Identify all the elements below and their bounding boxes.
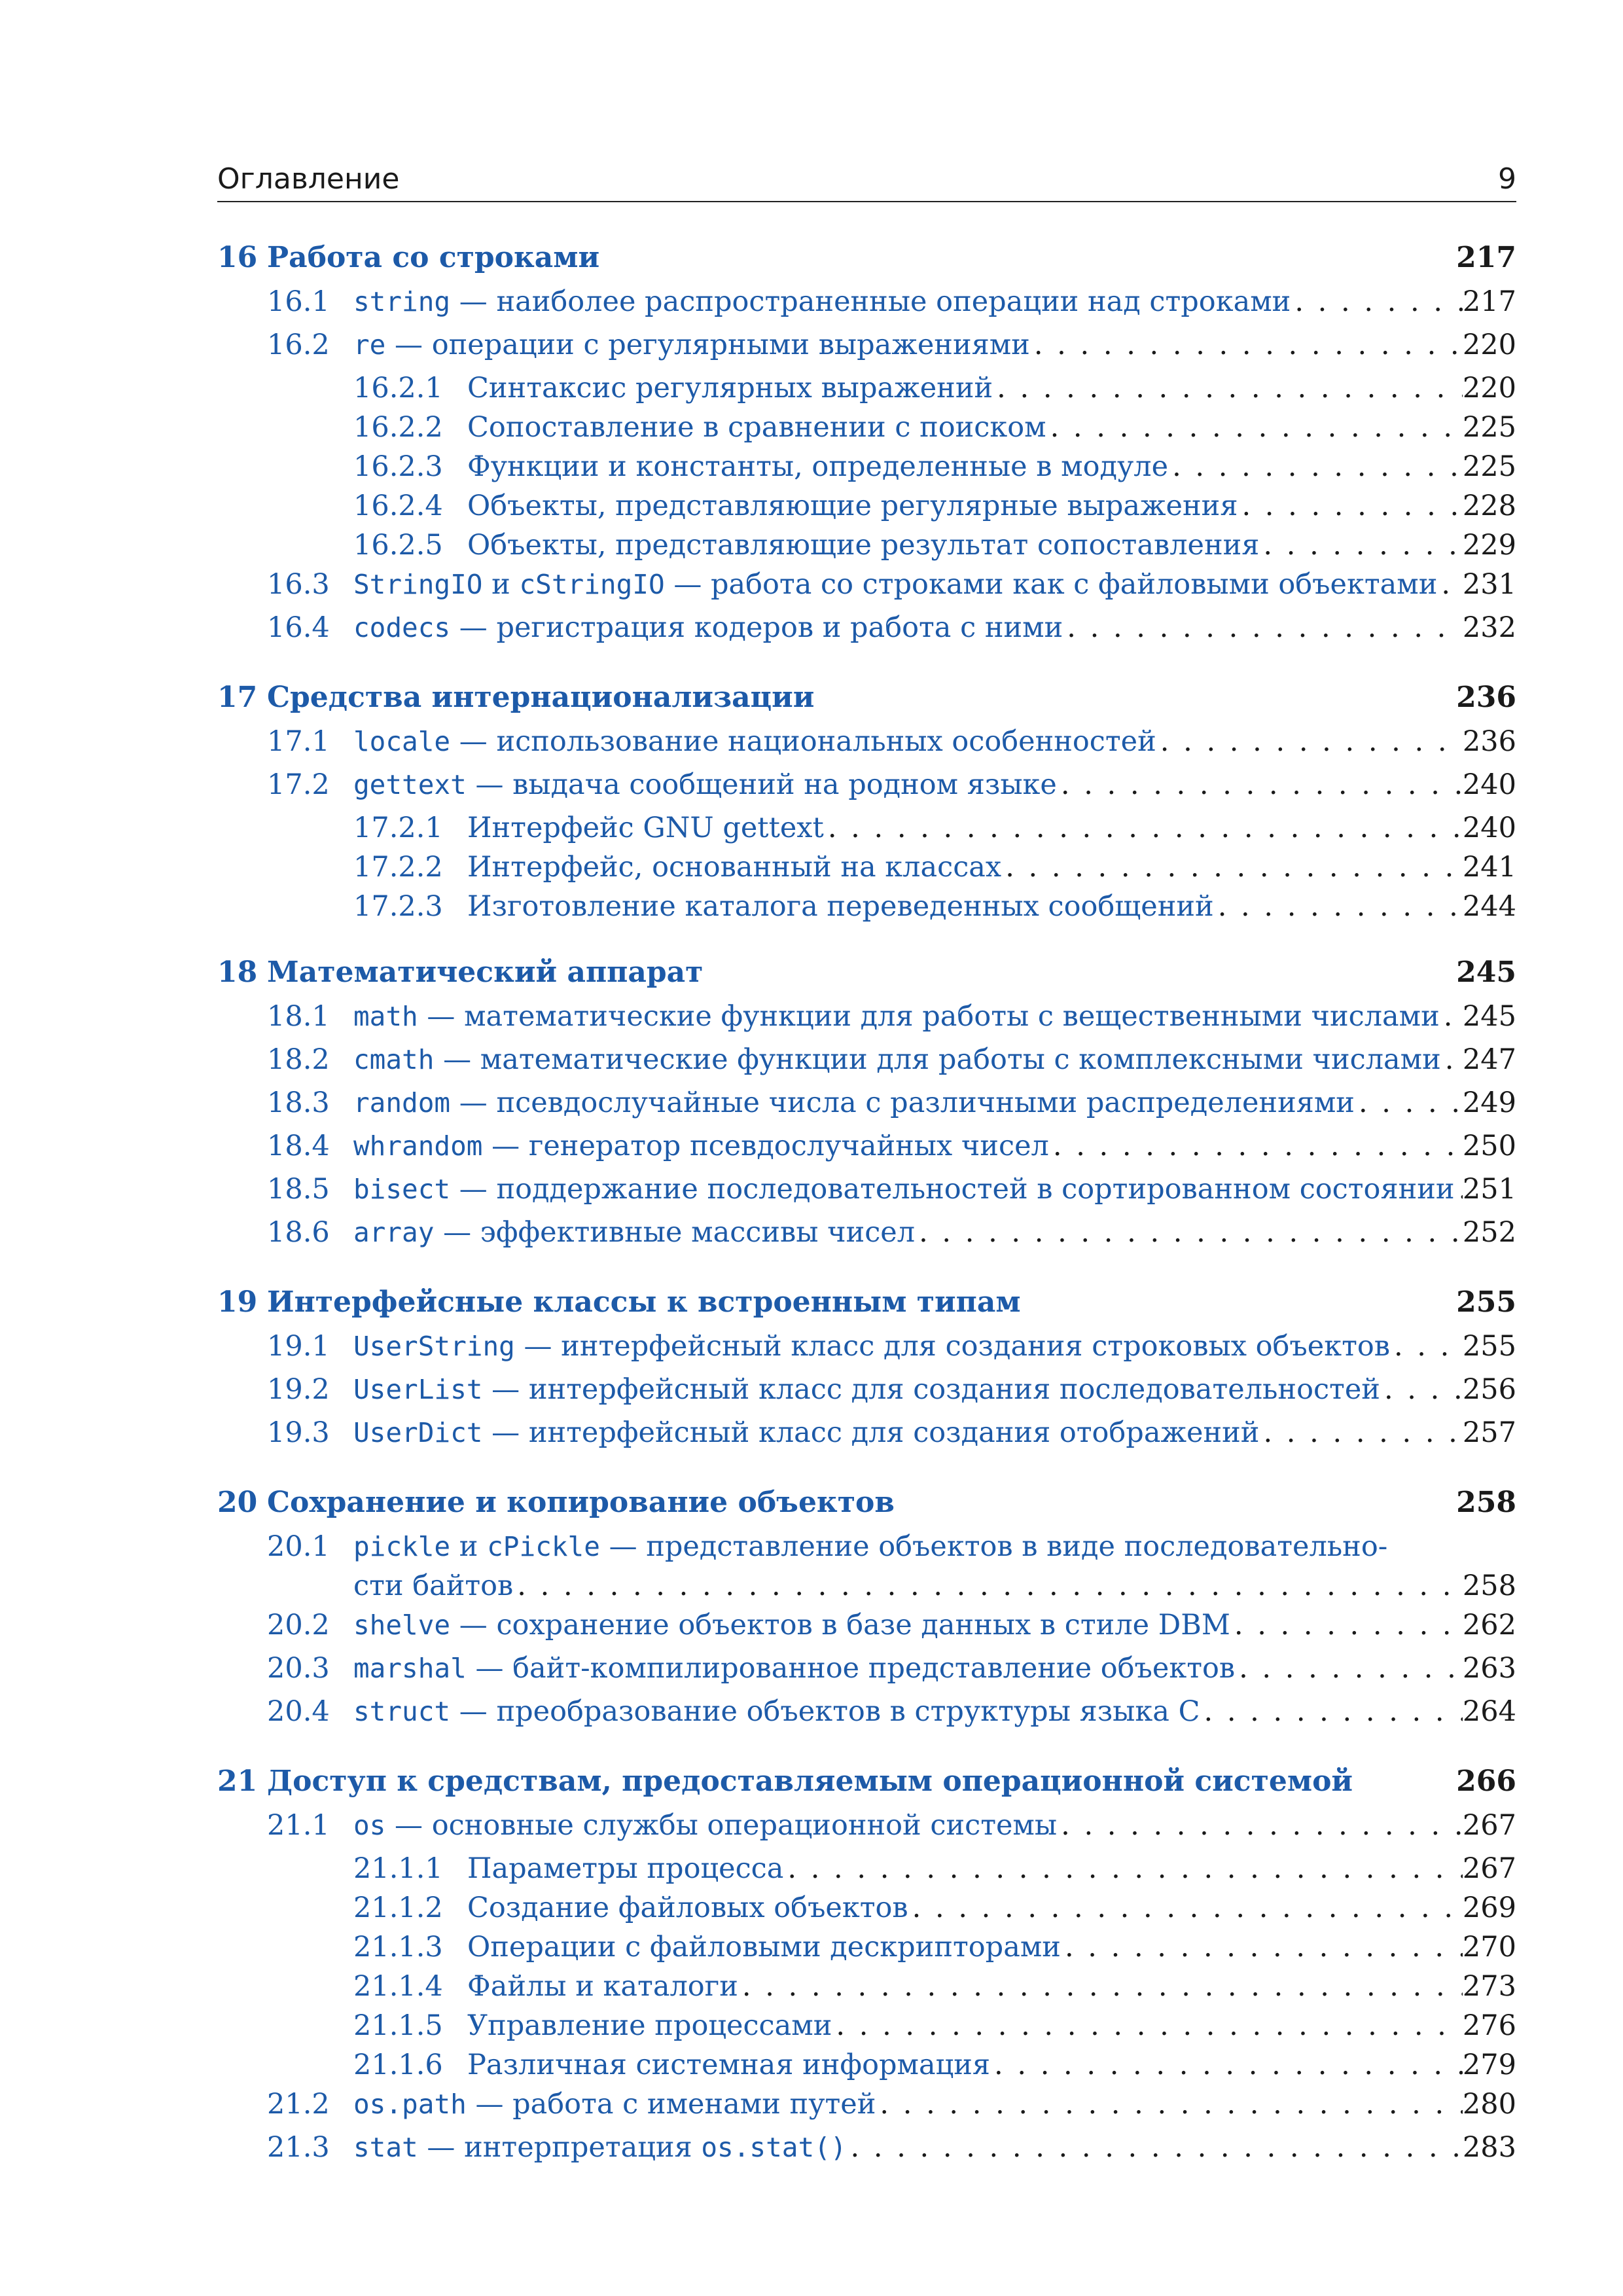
entry-title: Функции и константы, определенные в модуле [467, 450, 1169, 483]
entry-number: 16.2.5 [353, 529, 443, 562]
entry-title: stat — интерпретация os.stat() [353, 2131, 847, 2164]
dot-leader [908, 1892, 1463, 1924]
module-name: shelve [353, 1609, 451, 1641]
module-name: UserDict [353, 1417, 483, 1448]
toc-subsection-entry[interactable] [217, 890, 1516, 929]
entry-number: 18.2 [267, 1043, 330, 1076]
toc-section-entry[interactable] [217, 1086, 1516, 1130]
entry-page-number: 262 [1462, 1609, 1516, 1641]
entry-title: locale — использование национальных особенностей [353, 725, 1156, 758]
entry-title: Параметры процесса [467, 1852, 784, 1885]
entry-page-number: 280 [1462, 2088, 1516, 2121]
toc-section-entry[interactable] [217, 1530, 1516, 1570]
entry-title: re — операции с регулярными выражениями [353, 329, 1030, 361]
module-name: bisect [353, 1174, 451, 1205]
entry-number: 20.4 [267, 1695, 330, 1728]
toc-subsection-entry[interactable] [217, 851, 1516, 890]
entry-page-number: 245 [1462, 1000, 1516, 1033]
entry-number: 18.3 [267, 1086, 330, 1119]
chapter-number: 20 [217, 1486, 258, 1519]
entry-number: 21.1 [267, 1809, 330, 1842]
entry-page-number: 270 [1462, 1931, 1516, 1964]
toc-subsection-entry[interactable] [217, 372, 1516, 411]
toc-section-entry[interactable] [217, 725, 1516, 768]
entry-page-number: 263 [1462, 1652, 1516, 1685]
chapter-title: Математический аппарат [267, 956, 704, 989]
toc-section-entry[interactable] [217, 1000, 1516, 1043]
module-name: pickle [353, 1531, 451, 1562]
dot-leader [876, 2088, 1463, 2121]
entry-page-number: 250 [1462, 1130, 1516, 1162]
chapter-number: 17 [217, 681, 258, 714]
running-header [217, 162, 1516, 202]
entry-number: 18.6 [267, 1216, 330, 1249]
dot-leader [1259, 529, 1463, 562]
toc-subsection-entry[interactable] [217, 411, 1516, 450]
toc-subsection-entry[interactable] [217, 1892, 1516, 1931]
dot-leader [1230, 1609, 1463, 1641]
entry-title: сти байтов [353, 1570, 514, 1602]
entry-page-number: 257 [1462, 1416, 1516, 1449]
toc-section-entry[interactable] [217, 1416, 1516, 1460]
toc-section-entry[interactable] [217, 1373, 1516, 1416]
toc-section-entry[interactable] [217, 329, 1516, 372]
entry-title: UserDict — интерфейсный класс для создания отображений [353, 1416, 1260, 1449]
entry-number: 20.3 [267, 1652, 330, 1685]
module-name: stat [353, 2132, 418, 2163]
toc-section-entry[interactable] [217, 1216, 1516, 1259]
entry-title: StringIO и cStringIO — работа со строками как с файловыми объектами [353, 568, 1438, 601]
chapter-number: 16 [217, 241, 258, 274]
toc-section-entry[interactable] [217, 2088, 1516, 2131]
toc-subsection-entry[interactable] [217, 1852, 1516, 1892]
entry-page-number: 269 [1462, 1892, 1516, 1924]
dot-leader [1049, 1130, 1463, 1162]
dot-leader [1390, 1330, 1463, 1363]
chapter-page-number: 245 [1456, 956, 1516, 989]
header-title: Оглавление [217, 162, 400, 196]
entry-page-number: 232 [1462, 611, 1516, 644]
chapter-page-number: 236 [1456, 681, 1516, 714]
dot-leader [1057, 1809, 1463, 1842]
dot-leader [915, 1216, 1463, 1249]
entry-page-number: 225 [1462, 411, 1516, 444]
toc-section-entry[interactable] [217, 1809, 1516, 1852]
toc-subsection-entry[interactable] [217, 490, 1516, 529]
module-name: math [353, 1001, 418, 1032]
dot-leader [513, 1570, 1463, 1602]
toc-chapter [217, 681, 1516, 929]
toc-subsection-entry[interactable] [217, 2009, 1516, 2049]
dot-leader [1238, 490, 1462, 522]
dot-leader [1437, 568, 1463, 601]
dot-leader [1259, 1416, 1462, 1449]
entry-number: 21.1.5 [353, 2009, 443, 2042]
entry-page-number: 228 [1462, 490, 1516, 522]
entry-number: 16.2.4 [353, 490, 443, 522]
entry-title: marshal — байт-компилированное представление объектов [353, 1652, 1236, 1685]
entry-number: 21.1.1 [353, 1852, 443, 1885]
module-name: random [353, 1087, 451, 1119]
entry-title: bisect — поддержание последовательностей в сортированном состоянии [353, 1173, 1455, 1206]
entry-number: 17.2.2 [353, 851, 443, 884]
module-name: array [353, 1217, 435, 1248]
toc-section-entry[interactable] [217, 285, 1516, 329]
module-name: cPickle [487, 1531, 600, 1562]
module-name: string [353, 286, 451, 317]
entry-title: random — псевдослучайные числа с различными распределениями [353, 1086, 1355, 1119]
dot-leader [1441, 1043, 1463, 1076]
entry-title: Изготовление каталога переведенных сообщений [467, 890, 1214, 923]
module-name: UserList [353, 1374, 483, 1405]
entry-page-number: 220 [1462, 329, 1516, 361]
dot-leader [1063, 611, 1463, 644]
entry-number: 20.1 [267, 1530, 330, 1563]
toc-section-entry[interactable] [217, 1652, 1516, 1695]
entry-page-number: 240 [1462, 768, 1516, 801]
toc-subsection-entry[interactable] [217, 2049, 1516, 2088]
dot-leader [1046, 411, 1463, 444]
toc-subsection-entry[interactable] [217, 450, 1516, 490]
dot-leader [993, 372, 1463, 404]
toc-subsection-entry[interactable] [217, 529, 1516, 568]
entry-page-number: 283 [1462, 2131, 1516, 2164]
entry-number: 17.2.3 [353, 890, 443, 923]
module-name: locale [353, 726, 451, 757]
entry-number: 16.2.1 [353, 372, 443, 404]
entry-title: whrandom — генератор псевдослучайных чисел [353, 1130, 1049, 1162]
entry-number: 21.1.6 [353, 2049, 443, 2081]
module-name: whrandom [353, 1130, 483, 1162]
toc-section-entry[interactable] [217, 1570, 1516, 1609]
chapter-page-number: 266 [1456, 1765, 1516, 1798]
toc-section-entry[interactable] [217, 1695, 1516, 1738]
chapter-number: 21 [217, 1765, 258, 1798]
chapter-heading[interactable] [217, 681, 1516, 725]
entry-number: 19.3 [267, 1416, 330, 1449]
module-name: marshal [353, 1653, 467, 1684]
entry-page-number: 236 [1462, 725, 1516, 758]
module-name: struct [353, 1696, 451, 1727]
entry-number: 17.2.1 [353, 812, 443, 844]
entry-number: 17.1 [267, 725, 330, 758]
toc-section-entry[interactable] [217, 1330, 1516, 1373]
entry-page-number: 231 [1462, 568, 1516, 601]
dot-leader [1291, 285, 1463, 318]
entry-page-number: 267 [1462, 1809, 1516, 1842]
toc-section-entry[interactable] [217, 1130, 1516, 1173]
toc-section-entry[interactable] [217, 1173, 1516, 1216]
dot-leader [738, 1970, 1463, 2003]
entry-title: struct — преобразование объектов в структуры языка C [353, 1695, 1200, 1728]
entry-page-number: 279 [1462, 2049, 1516, 2081]
dot-leader [1057, 768, 1463, 801]
dot-leader [1200, 1695, 1463, 1728]
entry-number: 21.2 [267, 2088, 330, 2121]
entry-page-number: 273 [1462, 1970, 1516, 2003]
entry-page-number: 217 [1462, 285, 1516, 318]
toc-chapter [217, 1765, 1516, 2174]
entry-title: math — математические функции для работы с вещественными числами [353, 1000, 1440, 1033]
chapter-heading[interactable] [217, 241, 1516, 285]
toc-subsection-entry[interactable] [217, 1931, 1516, 1970]
chapter-heading[interactable] [217, 956, 1516, 1000]
entry-number: 16.2 [267, 329, 330, 361]
dot-leader [1440, 1000, 1463, 1033]
header-page-number: 9 [1498, 162, 1516, 196]
toc-chapter [217, 1285, 1516, 1460]
toc-section-entry[interactable] [217, 768, 1516, 812]
entry-title: Объекты, представляющие результат сопоставления [467, 529, 1260, 562]
dot-leader [1235, 1652, 1463, 1685]
chapter-page-number: 217 [1456, 241, 1516, 274]
entry-title: Объекты, представляющие регулярные выражения [467, 490, 1238, 522]
dot-leader [1061, 1931, 1463, 1964]
entry-title: codecs — регистрация кодеров и работа с ними [353, 611, 1063, 644]
chapter-number: 18 [217, 956, 258, 989]
chapter-title: Работа со строками [267, 241, 600, 274]
dot-leader [1355, 1086, 1463, 1119]
entry-title: Интерфейс, основанный на классах [467, 851, 1002, 884]
module-name: cStringIO [519, 569, 665, 600]
entry-title: Различная системная информация [467, 2049, 991, 2081]
entry-number: 19.2 [267, 1373, 330, 1406]
toc-chapter [217, 1486, 1516, 1738]
entry-page-number: 255 [1462, 1330, 1516, 1363]
entry-page-number: 244 [1462, 890, 1516, 923]
entry-title: Синтаксис регулярных выражений [467, 372, 993, 404]
entry-number: 21.3 [267, 2131, 330, 2164]
entry-page-number: 240 [1462, 812, 1516, 844]
entry-title: UserString — интерфейсный класс для создания строковых объектов [353, 1330, 1390, 1363]
dot-leader [824, 812, 1463, 844]
entry-title: array — эффективные массивы чисел [353, 1216, 916, 1249]
entry-page-number: 251 [1462, 1173, 1516, 1206]
entry-title: UserList — интерфейсный класс для создания последовательностей [353, 1373, 1380, 1406]
entry-page-number: 247 [1462, 1043, 1516, 1076]
dot-leader [1380, 1373, 1463, 1406]
entry-number: 16.4 [267, 611, 330, 644]
dot-leader [832, 2009, 1463, 2042]
entry-page-number: 264 [1462, 1695, 1516, 1728]
toc-chapter [217, 241, 1516, 655]
dot-leader [783, 1852, 1463, 1885]
entry-title: string — наиболее распространенные операции над строками [353, 285, 1291, 318]
chapter-page-number: 255 [1456, 1285, 1516, 1319]
chapter-number: 19 [217, 1285, 258, 1319]
chapter-title: Сохранение и копирование объектов [267, 1486, 895, 1519]
dot-leader [1001, 851, 1463, 884]
chapter-heading[interactable] [217, 1765, 1516, 1809]
entry-page-number: 249 [1462, 1086, 1516, 1119]
chapter-title: Доступ к средствам, предоставляемым операционной системой [267, 1765, 1353, 1798]
dot-leader [990, 2049, 1463, 2081]
entry-page-number: 241 [1462, 851, 1516, 884]
module-name: os.path [353, 2089, 467, 2120]
toc-section-entry[interactable] [217, 568, 1516, 611]
toc-section-entry[interactable] [217, 1043, 1516, 1086]
entry-page-number: 229 [1462, 529, 1516, 562]
entry-title: Операции с файловыми дескрипторами [467, 1931, 1061, 1964]
entry-title: pickle и cPickle — представление объектов в виде последовательно- [353, 1530, 1388, 1563]
dot-leader [1156, 725, 1463, 758]
entry-number: 18.1 [267, 1000, 330, 1033]
module-name: os [353, 1810, 386, 1841]
entry-page-number: 252 [1462, 1216, 1516, 1249]
module-name: cmath [353, 1044, 435, 1075]
module-name: re [353, 329, 386, 361]
entry-number: 19.1 [267, 1330, 330, 1363]
toc-subsection-entry[interactable] [217, 812, 1516, 851]
entry-title: Управление процессами [467, 2009, 832, 2042]
module-name: UserString [353, 1331, 515, 1362]
toc-subsection-entry[interactable] [217, 1970, 1516, 2009]
entry-number: 18.5 [267, 1173, 330, 1206]
toc-chapter [217, 956, 1516, 1259]
entry-number: 16.2.2 [353, 411, 443, 444]
entry-title: shelve — сохранение объектов в базе данных в стиле DBM [353, 1609, 1230, 1641]
entry-page-number: 220 [1462, 372, 1516, 404]
table-of-contents [217, 241, 1516, 2200]
entry-number: 16.1 [267, 285, 330, 318]
toc-section-entry[interactable] [217, 1609, 1516, 1652]
entry-number: 16.2.3 [353, 450, 443, 483]
function-name: os.stat() [701, 2132, 847, 2163]
entry-number: 17.2 [267, 768, 330, 801]
entry-title: os.path — работа с именами путей [353, 2088, 876, 2121]
entry-number: 20.2 [267, 1609, 330, 1641]
entry-title: os — основные службы операционной системы [353, 1809, 1058, 1842]
entry-title: cmath — математические функции для работы с комплексными числами [353, 1043, 1441, 1076]
entry-number: 18.4 [267, 1130, 330, 1162]
entry-page-number: 225 [1462, 450, 1516, 483]
chapter-page-number: 258 [1456, 1486, 1516, 1519]
entry-page-number: 276 [1462, 2009, 1516, 2042]
chapter-title: Средства интернационализации [267, 681, 815, 714]
dot-leader [1030, 329, 1463, 361]
chapter-heading[interactable] [217, 1486, 1516, 1530]
toc-section-entry[interactable] [217, 611, 1516, 655]
toc-section-entry[interactable] [217, 2131, 1516, 2174]
module-name: gettext [353, 769, 467, 800]
entry-title: Интерфейс GNU gettext [467, 812, 824, 844]
dot-leader [1455, 1173, 1463, 1206]
entry-number: 21.1.4 [353, 1970, 443, 2003]
dot-leader [847, 2131, 1463, 2164]
entry-number: 21.1.3 [353, 1931, 443, 1964]
chapter-title: Интерфейсные классы к встроенным типам [267, 1285, 1021, 1319]
dot-leader [1168, 450, 1463, 483]
module-name: StringIO [353, 569, 483, 600]
module-name: codecs [353, 612, 451, 643]
chapter-heading[interactable] [217, 1285, 1516, 1330]
entry-title: Создание файловых объектов [467, 1892, 908, 1924]
entry-page-number: 267 [1462, 1852, 1516, 1885]
entry-page-number: 256 [1462, 1373, 1516, 1406]
entry-number: 21.1.2 [353, 1892, 443, 1924]
entry-page-number: 258 [1462, 1570, 1516, 1602]
dot-leader [1214, 890, 1463, 923]
entry-title: Файлы и каталоги [467, 1970, 738, 2003]
entry-title: gettext — выдача сообщений на родном языке [353, 768, 1057, 801]
entry-title: Сопоставление в сравнении с поиском [467, 411, 1046, 444]
entry-number: 16.3 [267, 568, 330, 601]
